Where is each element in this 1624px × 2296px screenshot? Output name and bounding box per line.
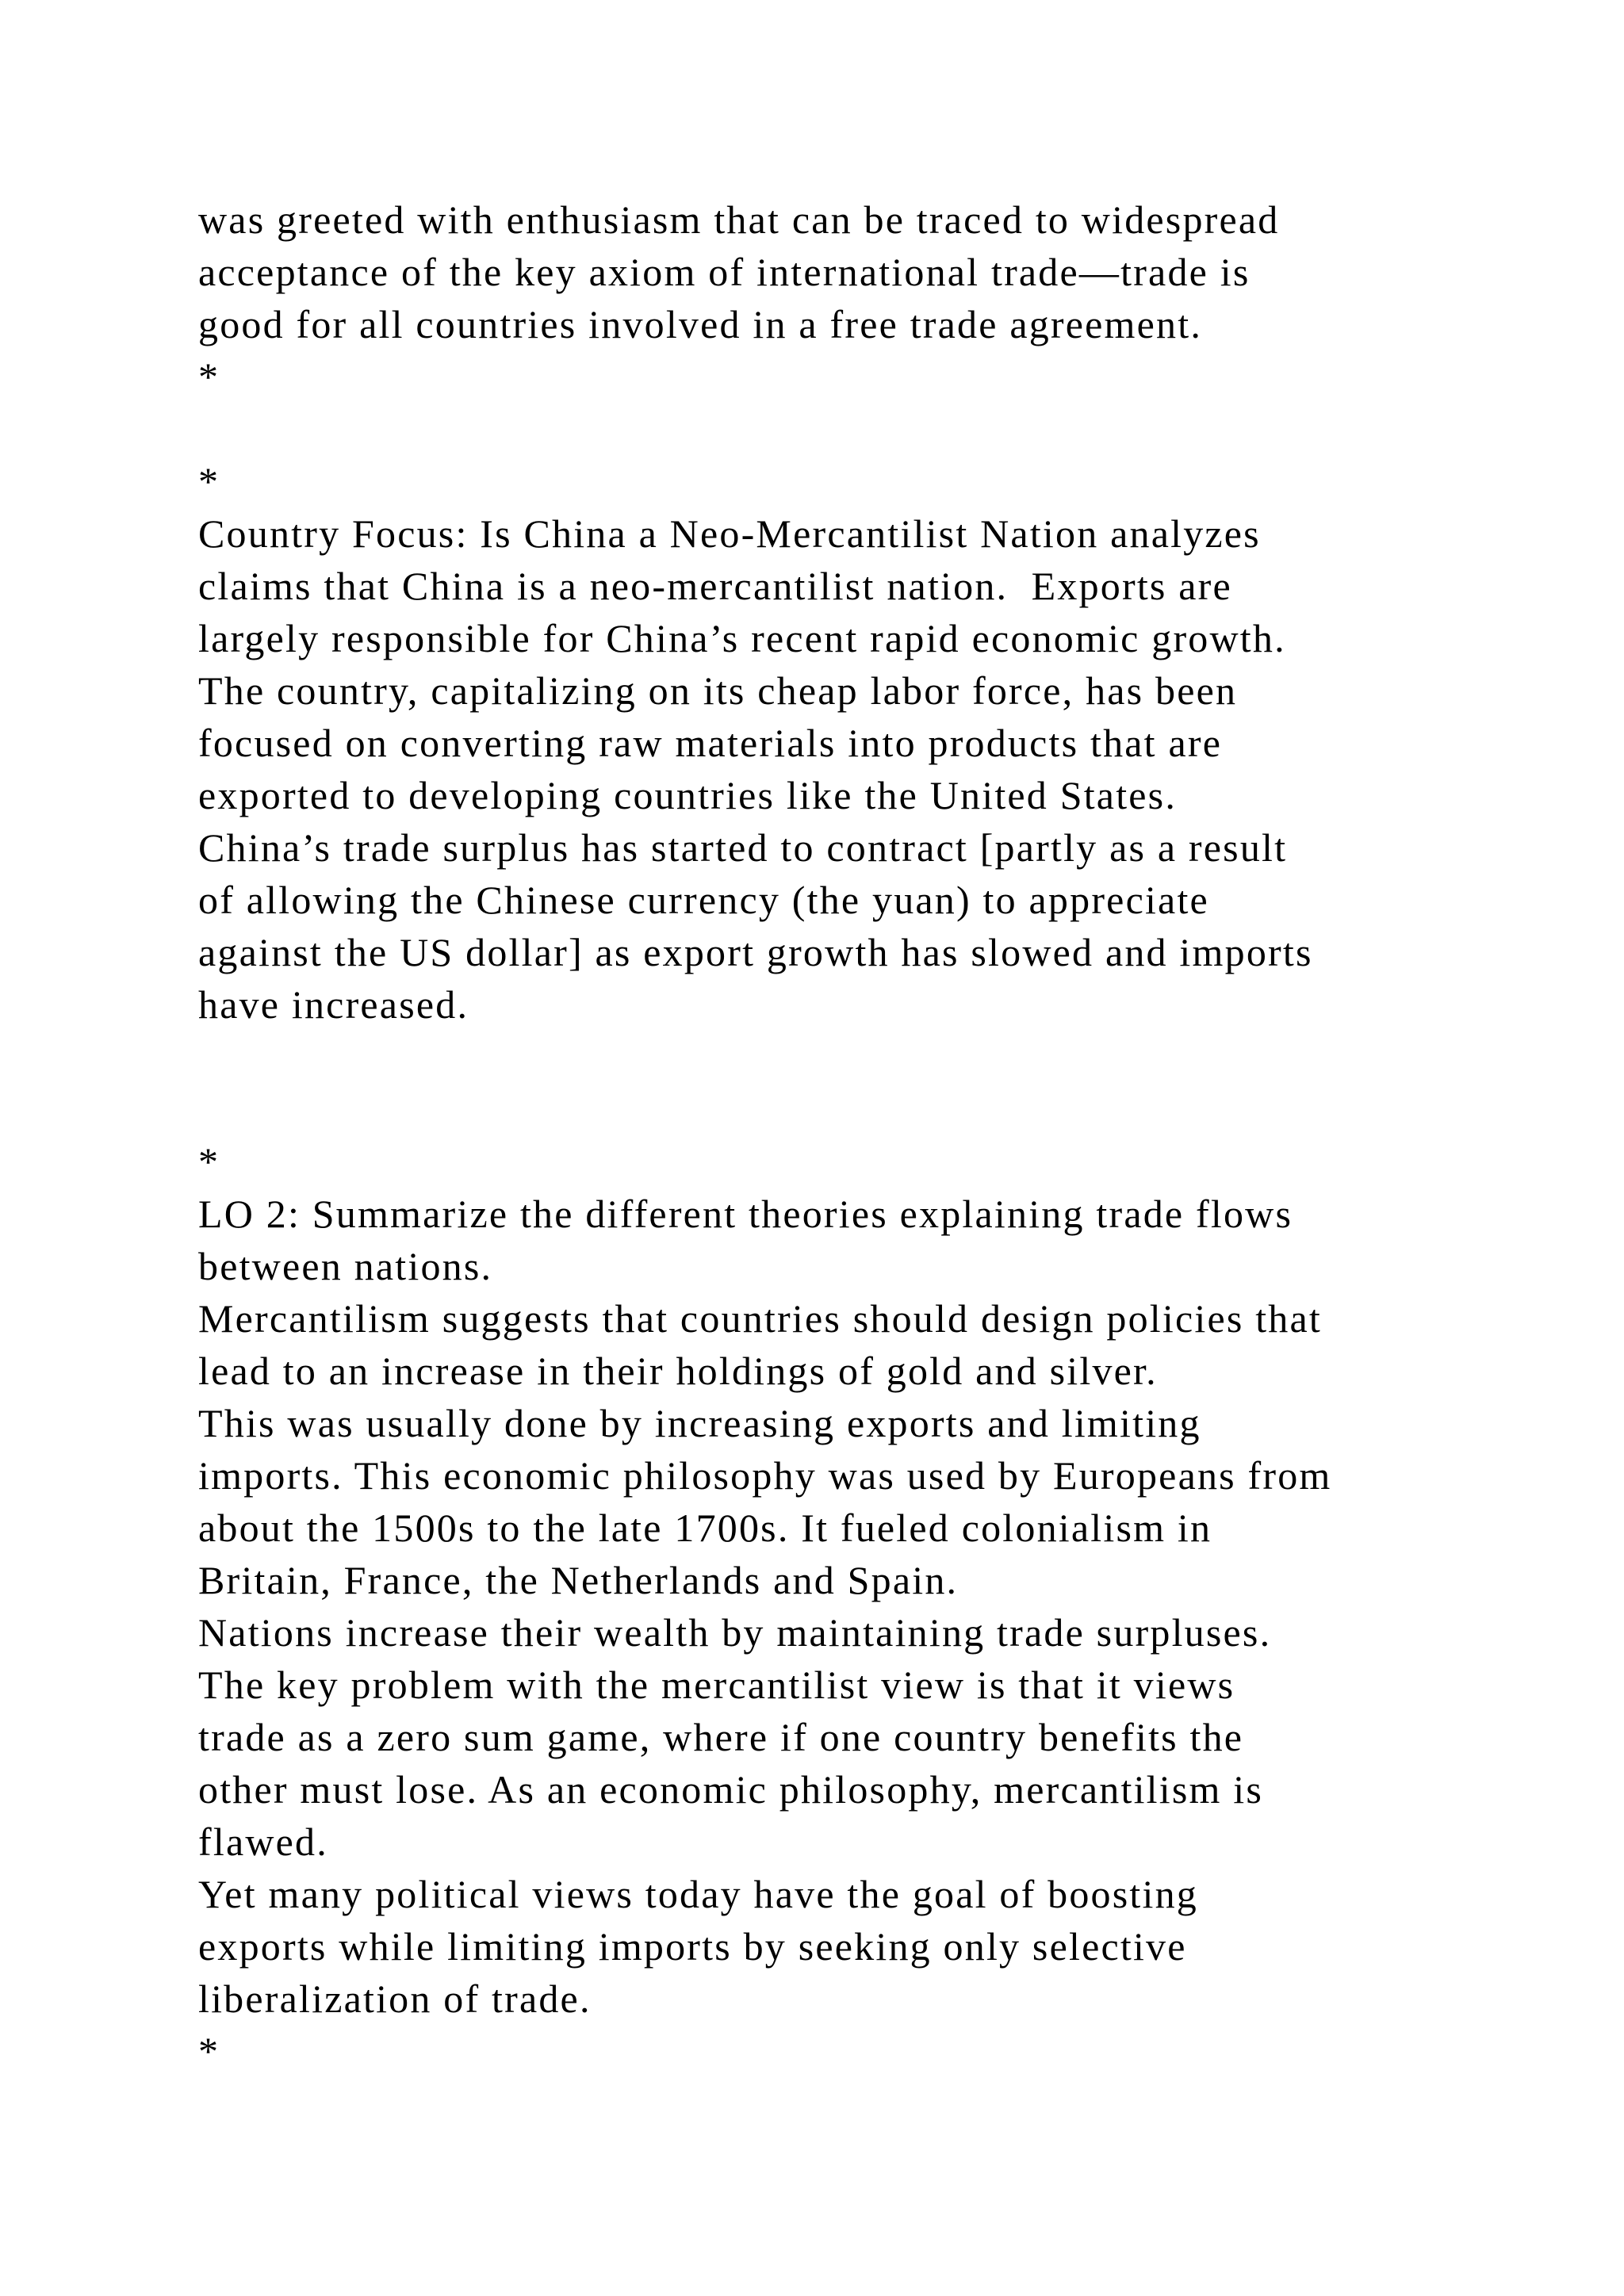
text-line: good for all countries involved in a free trade agreement. [198,302,1203,346]
text-line: Nations increase their wealth by maintaining trade surpluses. [198,1610,1272,1655]
text-line: Country Focus: Is China a Neo-Mercantilist Nation analyzes [198,511,1261,556]
text-line: of allowing the Chinese currency (the yuan) to appreciate [198,878,1209,922]
text-line: exports while limiting imports by seeking only selective [198,1924,1187,1969]
text-line [198,1031,1530,1083]
text-line: other must lose. As an economic philosophy, mercantilism is [198,1767,1264,1812]
text-line: liberalization of trade. [198,1976,592,2021]
text-line: was greeted with enthusiasm that can be traced to widespread [198,197,1280,242]
text-line: The key problem with the mercantilist view is that it views [198,1663,1235,1707]
text-line: LO 2: Summarize the different theories explaining trade flows [198,1192,1293,1236]
text-line: have increased. [198,982,469,1027]
text-line: * [198,354,220,399]
text-line: Mercantilism suggests that countries should design policies that [198,1296,1322,1341]
text-line: imports. This economic philosophy was used by Europeans from [198,1453,1332,1498]
text-line [198,1083,1530,1135]
text-line: about the 1500s to the late 1700s. It fueled colonialism in [198,1506,1212,1550]
text-line: against the US dollar] as export growth has slowed and imports [198,930,1313,974]
text-line: * [198,2029,220,2073]
text-line: flawed. [198,1820,328,1864]
text-line [198,403,1530,455]
text-line: exported to developing countries like the United States. [198,773,1178,817]
text-line: This was usually done by increasing exports and limiting [198,1401,1201,1445]
text-line: Yet many political views today have the goal of boosting [198,1872,1198,1916]
text-line: * [198,459,220,503]
text-line: The country, capitalizing on its cheap labor force, has been [198,668,1238,713]
text-line: largely responsible for China’s recent rapid economic growth. [198,616,1286,660]
document-text [198,193,1530,2077]
text-line: trade as a zero sum game, where if one country benefits the [198,1715,1244,1759]
text-line: focused on converting raw materials into products that are [198,721,1223,765]
text-line: acceptance of the key axiom of international trade—trade is [198,250,1251,294]
text-line: between nations. [198,1244,493,1288]
text-line: Britain, France, the Netherlands and Spain. [198,1558,959,1602]
text-line: lead to an increase in their holdings of gold and silver. [198,1349,1158,1393]
text-line: * [198,1139,220,1184]
text-line: China’s trade surplus has started to contract [partly as a result [198,825,1288,870]
text-line: claims that China is a neo-mercantilist nation. Exports are [198,564,1232,608]
